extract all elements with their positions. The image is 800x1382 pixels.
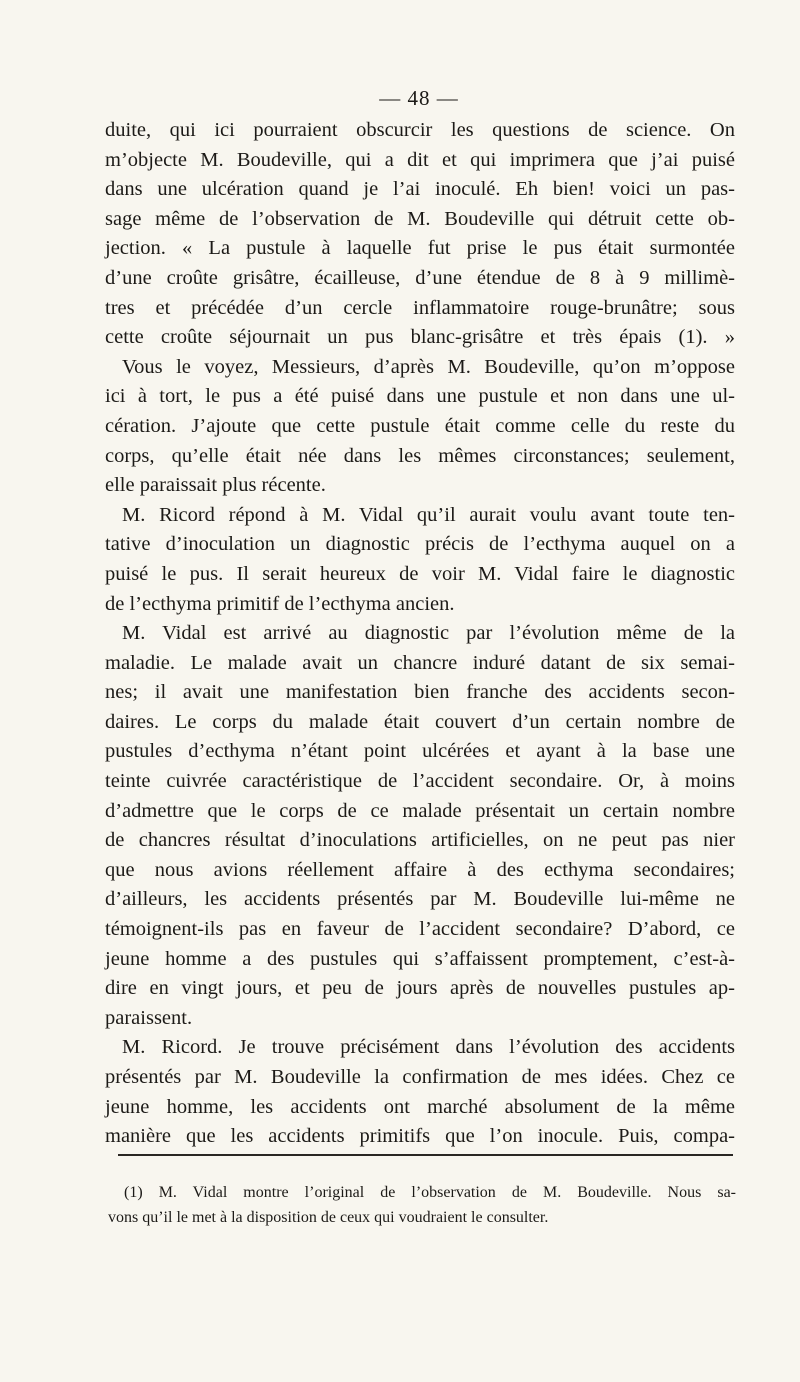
text-line: duite, qui ici pourraient obscurcir les questions de science. On <box>105 119 735 141</box>
text-line: Vous le voyez, Messieurs, d’après M. Boudeville, qu’on m’oppose <box>122 355 735 378</box>
text-line: elle paraissait plus récente. <box>105 474 326 497</box>
text-line: M. Ricord répond à M. Vidal qu’il aurait voulu avant toute ten- <box>122 503 735 526</box>
footnote-line: vons qu’il le met à la disposition de ceux qui voudraient le consulter. <box>108 1209 549 1226</box>
footnote-divider <box>118 1154 733 1156</box>
text-line: dire en vingt jours, et peu de jours après de nouvelles pustules ap- <box>105 977 735 1000</box>
text-line: cération. J’ajoute que cette pustule était comme celle du reste du <box>105 414 735 437</box>
text-line: puisé le pus. Il serait heureux de voir M. Vidal faire le diagnostic <box>105 562 735 585</box>
text-line: présentés par M. Boudeville la confirmation de mes idées. Chez ce <box>105 1066 735 1088</box>
text-line: cette croûte séjournait un pus blanc-grisâtre et très épais (1). » <box>105 326 735 349</box>
text-line: ici à tort, le pus a été puisé dans une pustule et non dans une ul- <box>105 385 735 408</box>
footnote-line: (1) M. Vidal montre l’original de l’observation de M. Boudeville. Nous sa- <box>124 1184 736 1201</box>
text-line: corps, qu’elle était née dans les mêmes circonstances; seulement, <box>105 444 735 467</box>
text-line: que nous avions réellement affaire à des ecthyma secondaires; <box>105 858 735 881</box>
text-line: M. Vidal est arrivé au diagnostic par l’évolution même de la <box>122 622 735 645</box>
text-line: manière que les accidents primitifs que l’on inocule. Puis, compa- <box>105 1125 735 1148</box>
page-number: — 48 — <box>379 86 459 110</box>
text-line: jeune homme, les accidents ont marché absolument de la même <box>105 1095 735 1118</box>
text-line: de chancres résultat d’inoculations artificielles, on ne peut pas nier <box>105 829 735 852</box>
text-line: jeune homme a des pustules qui s’affaissent promptement, c’est-à- <box>105 947 735 970</box>
text-line: M. Ricord. Je trouve précisément dans l’évolution des accidents <box>122 1036 735 1059</box>
text-line: daires. Le corps du malade était couvert d’un certain nombre de <box>105 710 735 733</box>
text-line: sage même de l’observation de M. Boudeville qui détruit cette ob- <box>105 207 735 230</box>
text-line: teinte cuivrée caractéristique de l’accident secondaire. Or, à moins <box>105 770 735 793</box>
text-line: d’admettre que le corps de ce malade présentait un certain nombre <box>105 799 735 822</box>
text-line: d’ailleurs, les accidents présentés par M. Boudeville lui-même ne <box>105 888 735 911</box>
text-line: de l’ecthyma primitif de l’ecthyma ancien. <box>105 592 455 615</box>
text-line: nes; il avait une manifestation bien franche des accidents secon- <box>105 681 735 704</box>
text-line: maladie. Le malade avait un chancre induré datant de six semai- <box>105 651 735 674</box>
text-line: dans une ulcération quand je l’ai inoculé. Eh bien! voici un pas- <box>105 178 735 201</box>
text-line: d’une croûte grisâtre, écailleuse, d’une étendue de 8 à 9 millimè- <box>105 266 735 289</box>
text-line: pustules d’ecthyma n’étant point ulcérées et ayant à la base une <box>105 740 735 763</box>
text-line: tative d’inoculation un diagnostic précis de l’ecthyma auquel on a <box>105 533 735 556</box>
footnote <box>108 1180 736 1230</box>
text-line: jection. « La pustule à laquelle fut prise le pus était surmontée <box>105 237 735 260</box>
text-line: témoignent-ils pas en faveur de l’accident secondaire? D’abord, ce <box>105 918 735 941</box>
text-line: m’objecte M. Boudeville, qui a dit et qui imprimera que j’ai puisé <box>105 148 735 171</box>
text-line: paraissent. <box>105 1006 193 1029</box>
body-text <box>105 116 735 1152</box>
text-line: tres et précédée d’un cercle inflammatoire rouge-brunâtre; sous <box>105 296 735 319</box>
